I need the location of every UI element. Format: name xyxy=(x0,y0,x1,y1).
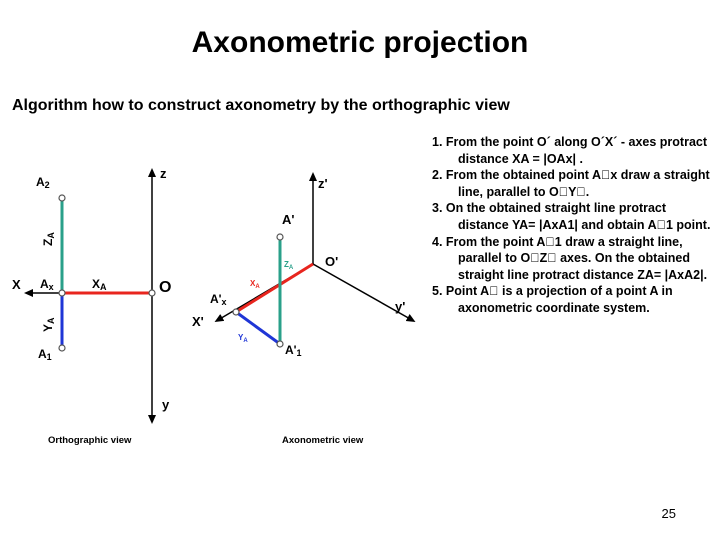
ortho-a1-label: A1 xyxy=(38,347,52,362)
step-item: 2. From the obtained point A x draw a straight line, parallel to O Y . xyxy=(432,168,710,199)
axo-y-label: y' xyxy=(395,299,406,314)
axo-point-a xyxy=(277,234,283,240)
axo-a1-label: A'1 xyxy=(285,343,302,358)
axo-a-label: A' xyxy=(282,212,295,227)
algorithm-steps xyxy=(432,134,714,317)
axo-x-segment xyxy=(236,264,313,312)
axo-z-label: z' xyxy=(318,176,328,191)
ortho-x-label: X xyxy=(12,277,21,292)
ortho-point-origin xyxy=(149,290,155,296)
ortho-a2-label: A2 xyxy=(36,175,50,190)
axo-za-label: $Z_A$ xyxy=(284,260,294,271)
axo-point-ax xyxy=(233,309,239,315)
step-item: 5. Point A  is a projection of a point A in axonometric coordinate system. xyxy=(432,284,673,315)
step-item: 1. From the point O´ along O´X´ - axes protract distance XA = |OAx| . xyxy=(432,135,708,166)
step-item: 4. From the point A 1 draw a straight line, parallel to O Z  axes. On the obtained straight line protract distance ZA= |AxA2|. xyxy=(432,234,708,282)
ortho-z-label: z xyxy=(160,166,167,181)
page-subtitle: Algorithm how to construct axonometry by the orthographic view xyxy=(12,97,510,114)
ortho-caption: Orthographic view xyxy=(48,435,132,446)
page-title: Axonometric projection xyxy=(191,26,529,59)
ortho-ya-label: YA xyxy=(41,317,56,332)
ortho-point-a2 xyxy=(59,195,65,201)
ortho-ax-label: Ax xyxy=(40,277,54,292)
axonometric-view xyxy=(192,176,412,446)
ortho-point-ax xyxy=(59,290,65,296)
axo-ax-label: A'x xyxy=(210,292,227,307)
ortho-point-a1 xyxy=(59,345,65,351)
step-item: 3. On the obtained straight line protract distance YA= |AxA1| and obtain A 1 point. xyxy=(432,201,711,232)
ortho-za-label: ZA xyxy=(41,232,56,246)
axo-x-label: X' xyxy=(192,314,204,329)
page-number: 25 xyxy=(661,506,676,521)
axo-caption: Axonometric view xyxy=(282,435,364,446)
axo-xa-label: $X_A$ xyxy=(250,279,260,290)
axo-ya-label: $Y_A$ xyxy=(238,333,248,344)
axo-origin-label: O' xyxy=(325,254,339,269)
ortho-xa-label: XA xyxy=(92,277,107,292)
ortho-y-label: y xyxy=(162,397,170,412)
orthographic-view xyxy=(12,166,171,446)
ortho-origin-label: O xyxy=(159,279,172,296)
axo-point-a1 xyxy=(277,341,283,347)
